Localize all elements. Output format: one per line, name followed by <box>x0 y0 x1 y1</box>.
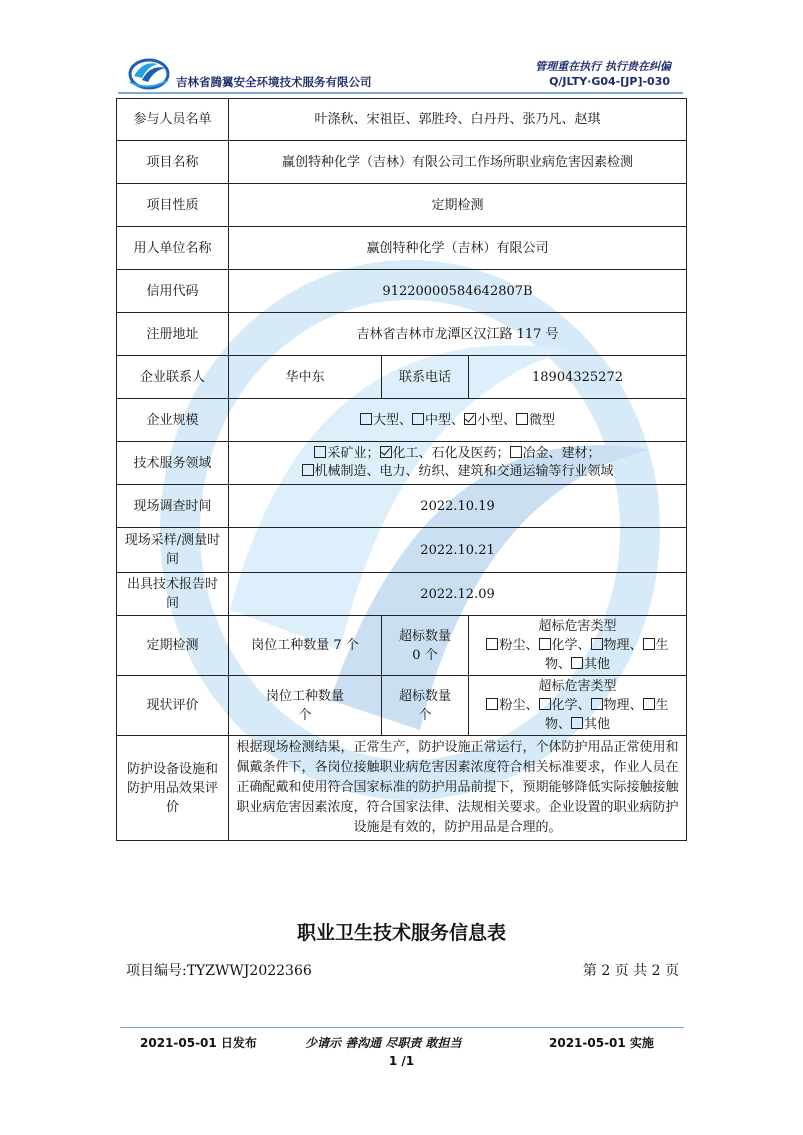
row-employer <box>117 227 687 270</box>
status-posts-label: 岗位工种数量 <box>265 688 344 704</box>
periodic-hazard-types <box>469 616 687 676</box>
hazard-type-label: 超标危害类型 <box>538 679 617 694</box>
status-posts-value: 个 <box>298 707 312 723</box>
status-exceed-label: 超标数量 <box>398 688 451 704</box>
row-survey-time <box>117 485 687 528</box>
row-participants <box>117 99 687 141</box>
sampling-time-value: 2022.10.21 <box>229 528 687 573</box>
row-status-eval <box>117 676 687 736</box>
status-exceed <box>382 676 469 736</box>
sampling-time-label: 现场采样/测量时间 <box>117 528 229 573</box>
checkbox-icon <box>314 446 326 458</box>
survey-time-label: 现场调查时间 <box>117 485 229 528</box>
checkbox-icon <box>539 698 551 710</box>
row-periodic <box>117 616 687 676</box>
status-label: 现状评价 <box>117 676 229 736</box>
company-name: 吉林省腾翼安全环境技术服务有限公司 <box>176 75 372 89</box>
project-name-label: 项目名称 <box>117 141 229 184</box>
periodic-exceed-value: 0 个 <box>412 647 438 663</box>
checkbox-icon <box>412 413 424 425</box>
row-service-field <box>117 442 687 485</box>
address-label: 注册地址 <box>117 313 229 356</box>
project-name-value: 赢创特种化学（吉林）有限公司工作场所职业病危害因素检测 <box>229 141 687 184</box>
row-project-name <box>117 141 687 184</box>
row-protection-eval <box>117 736 687 841</box>
checkbox-checked-icon <box>380 446 392 458</box>
header-motto: 管理重在执行 执行贵在纠偏 <box>535 60 671 73</box>
phone-label: 联系电话 <box>382 356 469 399</box>
credit-code-label: 信用代码 <box>117 270 229 313</box>
info-table <box>116 98 687 841</box>
report-time-label: 出具技术报告时间 <box>117 573 229 616</box>
phone-value: 18904325272 <box>469 356 687 399</box>
address-value: 吉林省吉林市龙潭区汉江路 117 号 <box>229 313 687 356</box>
hazard-type-line: 物、 其他 <box>545 657 611 672</box>
footer-divider <box>120 1027 684 1028</box>
checkbox-icon <box>571 717 583 729</box>
protection-label: 防护设备设施和防护用品效果评价 <box>117 736 229 841</box>
periodic-exceed-label: 超标数量 <box>398 628 451 644</box>
checkbox-icon <box>643 638 655 650</box>
status-posts <box>229 676 382 736</box>
checkbox-icon <box>486 698 498 710</box>
project-nature-value: 定期检测 <box>229 184 687 227</box>
contact-label: 企业联系人 <box>117 356 229 399</box>
row-contact <box>117 356 687 399</box>
scale-options <box>229 399 687 442</box>
employer-value: 赢创特种化学（吉林）有限公司 <box>229 227 687 270</box>
footer-page-number: 1 /1 <box>388 1054 415 1068</box>
checkbox-icon <box>486 638 498 650</box>
checkbox-icon <box>643 698 655 710</box>
service-field-label: 技术服务领域 <box>117 442 229 485</box>
participants-value: 叶涤秋、宋祖臣、郭胜玲、白丹丹、张乃凡、赵琪 <box>229 99 687 141</box>
checkbox-icon <box>510 446 522 458</box>
checkbox-checked-icon <box>464 413 476 425</box>
checkbox-icon <box>591 698 603 710</box>
header-divider <box>118 92 683 94</box>
scale-option: 中型、 <box>412 413 464 428</box>
row-address <box>117 313 687 356</box>
credit-code-value: 91220000584642807B <box>229 270 687 313</box>
hazard-type-label: 超标危害类型 <box>538 619 617 634</box>
document-code: Q/JLTY·G04-[JP]-030 <box>549 75 670 88</box>
checkbox-icon <box>539 638 551 650</box>
hazard-type-line: 物、 其他 <box>545 717 611 732</box>
periodic-label: 定期检测 <box>117 616 229 676</box>
checkbox-icon <box>360 413 372 425</box>
scale-option: 微型 <box>516 413 555 428</box>
report-time-value: 2022.12.09 <box>229 573 687 616</box>
project-nature-label: 项目性质 <box>117 184 229 227</box>
row-report-time <box>117 573 687 616</box>
row-sampling-time <box>117 528 687 573</box>
checkbox-icon <box>516 413 528 425</box>
scale-label: 企业规模 <box>117 399 229 442</box>
scale-option: 小型、 <box>464 413 516 428</box>
project-number: 项目编号:TYZWWJ2022366 <box>126 963 312 979</box>
section-title: 职业卫生技术服务信息表 <box>296 922 506 944</box>
status-exceed-value: 个 <box>418 707 432 723</box>
checkbox-icon <box>302 464 314 476</box>
company-logo <box>128 54 170 90</box>
status-hazard-types <box>469 676 687 736</box>
participants-label: 参与人员名单 <box>117 99 229 141</box>
footer-published: 2021-05-01 日发布 <box>140 1036 257 1050</box>
page-info: 第 2 页 共 2 页 <box>582 963 679 979</box>
protection-text: 根据现场检测结果，正常生产，防护设施正常运行，个体防护用品正常使用和佩戴条件下，各岗位接触职业病危害因素浓度符合相关标准要求，作业人员在正确配戴和使用符合国家标准的防护用品前提下，预期能够降低实际接触接触职业病危害因素浓度，符合国家法律、法规相关要求。企业设置的职业病防护设施是有效的，防护用品是合理的。 <box>229 736 687 841</box>
contact-value: 华中东 <box>229 356 382 399</box>
employer-label: 用人单位名称 <box>117 227 229 270</box>
service-field-line: 采矿业； 化工、石化及医药； 冶金、建材； <box>233 445 682 463</box>
row-scale <box>117 399 687 442</box>
row-credit-code <box>117 270 687 313</box>
checkbox-icon <box>571 657 583 669</box>
survey-time-value: 2022.10.19 <box>229 485 687 528</box>
checkbox-icon <box>591 638 603 650</box>
periodic-posts: 岗位工种数量 7 个 <box>229 616 382 676</box>
service-field-options <box>229 442 687 485</box>
hazard-type-line: 粉尘、 化学、 物理、 生 <box>473 636 682 655</box>
footer-slogan: 少请示 善沟通 尽职责 敢担当 <box>305 1036 462 1050</box>
periodic-exceed <box>382 616 469 676</box>
row-project-nature <box>117 184 687 227</box>
hazard-type-line: 粉尘、 化学、 物理、 生 <box>473 696 682 715</box>
service-field-line: 机械制造、电力、纺织、建筑和交通运输等行业领域 <box>233 463 682 481</box>
scale-option: 大型、 <box>360 413 412 428</box>
footer-implemented: 2021-05-01 实施 <box>549 1036 654 1050</box>
